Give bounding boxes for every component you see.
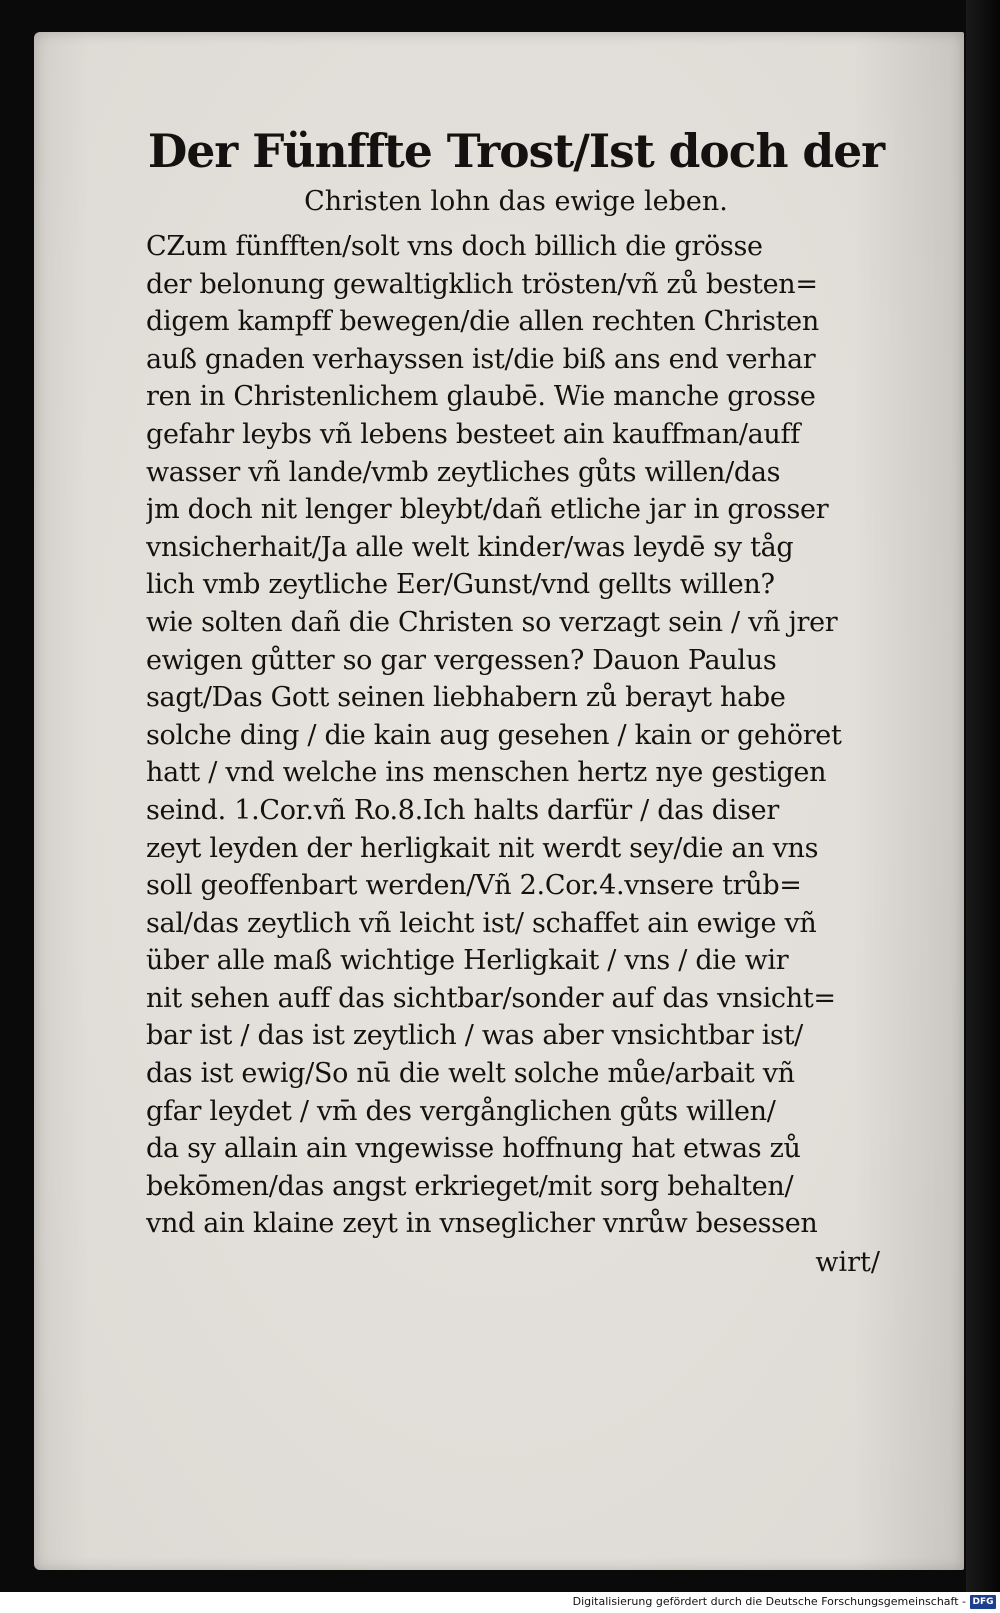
- text-line: zeyt leyden der herligkait nit werdt sey/die an vns: [146, 832, 819, 864]
- text-line: jm doch nit lenger bleybt/dañ etliche jar in grosser: [146, 494, 829, 526]
- text-line: das ist ewig/So nū die welt solche můe/arbait vñ: [146, 1058, 795, 1090]
- text-line: hatt / vnd welche ins menschen hertz nye gestigen: [146, 757, 827, 789]
- text-line: gefahr leybs vñ lebens besteet ain kauffman/auff: [146, 418, 800, 450]
- chapter-subheading: Christen lohn das ewige leben.: [304, 186, 728, 217]
- dfg-logo: DFG: [970, 1595, 996, 1609]
- text-line: nit sehen auff das sichtbar/sonder auf das vnsicht=: [146, 982, 836, 1014]
- text-line: sal/das zeytlich vñ leicht ist/ schaffet ain ewige vñ: [146, 907, 817, 939]
- text-line: auß gnaden verhayssen ist/die biß ans end verhar: [146, 343, 816, 375]
- text-line: bekōmen/das angst erkrieget/mit sorg behalten/: [146, 1170, 794, 1202]
- text-line: lich vmb zeytliche Eer/Gunst/vnd gellts willen?: [146, 569, 775, 601]
- text-line: über alle maß wichtige Herligkait / vns / die wir: [146, 945, 789, 977]
- text-line: wasser vñ lande/vmb zeytliches gůts willen/das: [146, 456, 781, 488]
- text-block: [146, 120, 886, 1283]
- catchword: wirt/: [815, 1247, 880, 1279]
- chapter-heading: Der Fünffte Trost/Ist doch der: [147, 124, 885, 178]
- text-line: gfar leydet / vm̄ des vergånglichen gůts willen/: [146, 1095, 776, 1127]
- text-line: solche ding / die kain aug gesehen / kain or gehöret: [146, 719, 842, 751]
- text-line: soll geoffenbart werden/Vñ 2.Cor.4.vnsere trůb=: [146, 870, 802, 902]
- book-spine: [966, 0, 1000, 1592]
- text-line: ren in Christenlichem glaubē. Wie manche grosse: [146, 381, 816, 413]
- text-line: bar ist / das ist zeytlich / was aber vnsichtbar ist/: [146, 1020, 803, 1052]
- text-line: ewigen gůtter so gar vergessen? Dauon Paulus: [146, 644, 777, 676]
- text-line: digem kampff bewegen/die allen rechten Christen: [146, 306, 819, 338]
- digitization-credit: Digitalisierung gefördert durch die Deutsche Forschungsgemeinschaft -: [572, 1595, 966, 1608]
- text-line: CZum fünfften/solt vns doch billich die grösse: [146, 231, 763, 262]
- text-line: vnd ain klaine zeyt in vnseglicher vnrůw besessen: [146, 1208, 818, 1240]
- text-line: wie solten dañ die Christen so verzagt sein / vñ jrer: [146, 606, 838, 638]
- text-line: der belonung gewaltigklich trösten/vñ zů besten=: [146, 268, 818, 300]
- text-line: vnsicherhait/Ja alle welt kinder/was leydē sy tåg: [146, 531, 794, 563]
- text-line: sagt/Das Gott seinen liebhabern zů berayt habe: [146, 682, 786, 714]
- text-line: da sy allain ain vngewisse hoffnung hat etwas zů: [146, 1133, 801, 1165]
- text-line: seind. 1.Cor.vñ Ro.8.Ich halts darfür / das diser: [146, 794, 779, 826]
- footer-bar: [0, 1592, 1000, 1613]
